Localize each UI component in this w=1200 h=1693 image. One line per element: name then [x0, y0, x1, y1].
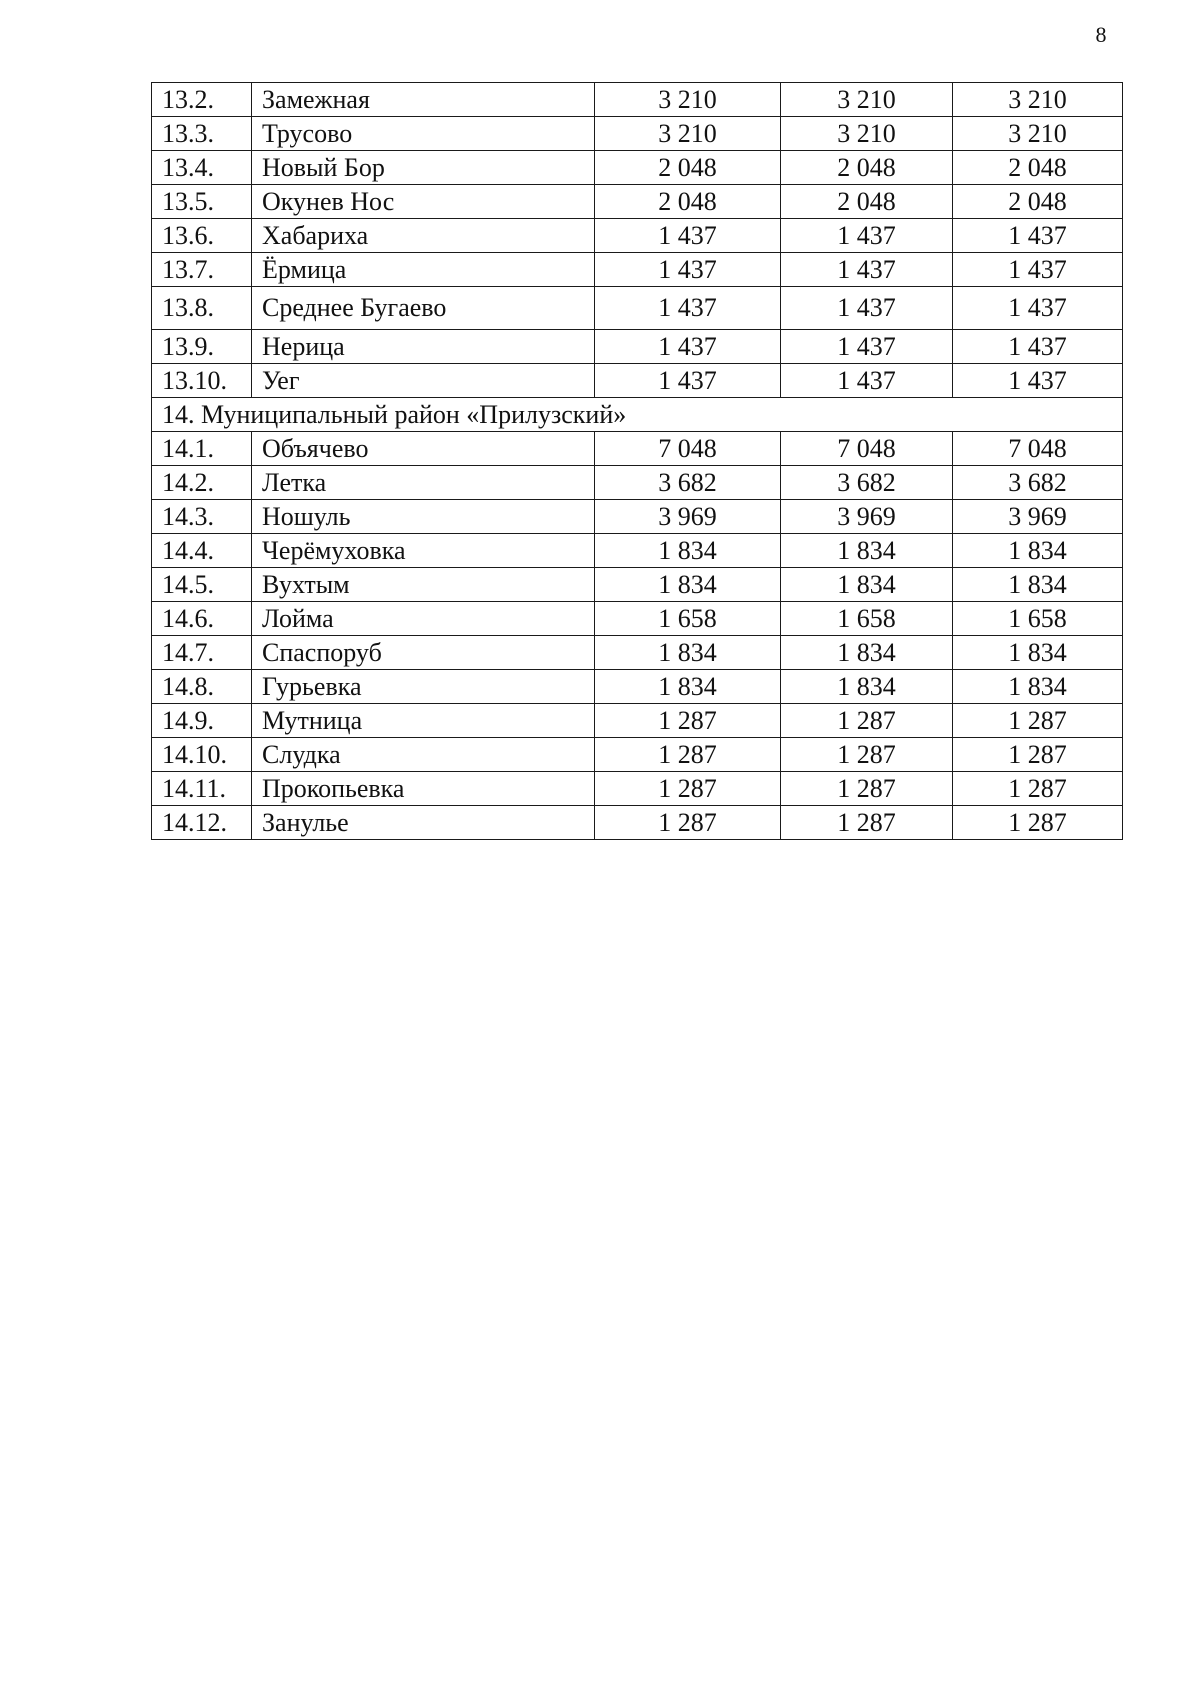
row-code-cell: 14.11.: [152, 772, 252, 806]
value-cell-2: 1 287: [781, 806, 953, 840]
value-cell-2: 1 287: [781, 704, 953, 738]
row-code-cell: 13.3.: [152, 117, 252, 151]
page-number: 8: [1095, 22, 1107, 47]
settlement-name-cell: Слудка: [252, 738, 595, 772]
value-cell-1: 1 437: [595, 253, 781, 287]
value-cell-2: 1 834: [781, 568, 953, 602]
value-cell-3: 1 287: [953, 704, 1123, 738]
settlement-name-cell: Спаспоруб: [252, 636, 595, 670]
value-cell-3: 1 834: [953, 568, 1123, 602]
value-cell-2: 3 210: [781, 83, 953, 117]
value-cell-2: 7 048: [781, 432, 953, 466]
table-row: [152, 330, 1123, 364]
value-cell-2: 1 834: [781, 636, 953, 670]
table-row: [152, 364, 1123, 398]
settlement-name-cell: Ёрмица: [252, 253, 595, 287]
table-row: [152, 806, 1123, 840]
value-cell-2: 3 969: [781, 500, 953, 534]
value-cell-1: 1 287: [595, 738, 781, 772]
settlement-name-cell: Замежная: [252, 83, 595, 117]
settlement-name-cell: Прокопьевка: [252, 772, 595, 806]
settlement-name-cell: Объячево: [252, 432, 595, 466]
value-cell-1: 7 048: [595, 432, 781, 466]
value-cell-2: 1 287: [781, 772, 953, 806]
value-cell-3: 3 210: [953, 117, 1123, 151]
value-cell-3: 3 210: [953, 83, 1123, 117]
settlement-name-cell: Новый Бор: [252, 151, 595, 185]
row-code-cell: 14.12.: [152, 806, 252, 840]
table-row: [152, 151, 1123, 185]
value-cell-2: 1 287: [781, 738, 953, 772]
table-row: [152, 704, 1123, 738]
settlement-name-cell: Мутница: [252, 704, 595, 738]
value-cell-3: 1 287: [953, 772, 1123, 806]
table-row: [152, 466, 1123, 500]
row-code-cell: 14.6.: [152, 602, 252, 636]
value-cell-1: 1 287: [595, 704, 781, 738]
value-cell-3: 1 834: [953, 670, 1123, 704]
value-cell-1: 1 437: [595, 330, 781, 364]
value-cell-3: 1 437: [953, 330, 1123, 364]
value-cell-2: 2 048: [781, 151, 953, 185]
value-cell-3: 7 048: [953, 432, 1123, 466]
value-cell-1: 1 287: [595, 772, 781, 806]
table-row: [152, 568, 1123, 602]
value-cell-2: 1 437: [781, 330, 953, 364]
settlement-name-cell: Занулье: [252, 806, 595, 840]
value-cell-3: 1 834: [953, 636, 1123, 670]
value-cell-3: 1 287: [953, 738, 1123, 772]
value-cell-3: 1 658: [953, 602, 1123, 636]
settlement-name-cell: Лойма: [252, 602, 595, 636]
table-row: [152, 670, 1123, 704]
value-cell-1: 1 287: [595, 806, 781, 840]
settlement-name-cell: Хабариха: [252, 219, 595, 253]
value-cell-1: 1 834: [595, 670, 781, 704]
value-cell-1: 3 210: [595, 83, 781, 117]
table-row: [152, 602, 1123, 636]
value-cell-3: 1 834: [953, 534, 1123, 568]
table-row: [152, 500, 1123, 534]
table-row: [152, 219, 1123, 253]
settlement-name-cell: Ношуль: [252, 500, 595, 534]
settlement-name-cell: Окунев Нос: [252, 185, 595, 219]
value-cell-2: 1 437: [781, 287, 953, 330]
value-cell-3: 2 048: [953, 185, 1123, 219]
value-cell-2: 3 682: [781, 466, 953, 500]
section-title: 14. Муниципальный район «Прилузский»: [152, 398, 1123, 432]
value-cell-2: 2 048: [781, 185, 953, 219]
value-cell-2: 1 437: [781, 253, 953, 287]
value-cell-3: 2 048: [953, 151, 1123, 185]
row-code-cell: 13.10.: [152, 364, 252, 398]
table-row: [152, 432, 1123, 466]
table-row: [152, 772, 1123, 806]
value-cell-2: 1 834: [781, 670, 953, 704]
row-code-cell: 13.7.: [152, 253, 252, 287]
row-code-cell: 14.10.: [152, 738, 252, 772]
row-code-cell: 14.5.: [152, 568, 252, 602]
value-cell-2: 3 210: [781, 117, 953, 151]
value-cell-3: 1 437: [953, 364, 1123, 398]
row-code-cell: 13.4.: [152, 151, 252, 185]
table-row: [152, 534, 1123, 568]
table-row: [152, 636, 1123, 670]
row-code-cell: 13.6.: [152, 219, 252, 253]
row-code-cell: 13.8.: [152, 287, 252, 330]
row-code-cell: 14.8.: [152, 670, 252, 704]
value-cell-3: 3 682: [953, 466, 1123, 500]
value-cell-2: 1 658: [781, 602, 953, 636]
settlement-name-cell: Гурьевка: [252, 670, 595, 704]
table-row: [152, 185, 1123, 219]
settlement-name-cell: Черёмуховка: [252, 534, 595, 568]
value-cell-2: 1 834: [781, 534, 953, 568]
value-cell-3: 1 437: [953, 287, 1123, 330]
settlement-name-cell: Нерица: [252, 330, 595, 364]
value-cell-1: 1 834: [595, 636, 781, 670]
value-cell-1: 3 969: [595, 500, 781, 534]
value-cell-2: 1 437: [781, 219, 953, 253]
row-code-cell: 13.5.: [152, 185, 252, 219]
value-cell-1: 1 437: [595, 287, 781, 330]
value-cell-3: 1 437: [953, 253, 1123, 287]
value-cell-1: 1 658: [595, 602, 781, 636]
settlement-name-cell: Среднее Бугаево: [252, 287, 595, 330]
row-code-cell: 14.7.: [152, 636, 252, 670]
value-cell-1: 1 834: [595, 568, 781, 602]
value-cell-3: 1 437: [953, 219, 1123, 253]
row-code-cell: 14.1.: [152, 432, 252, 466]
tariff-table: [151, 82, 1123, 840]
value-cell-1: 2 048: [595, 151, 781, 185]
row-code-cell: 14.3.: [152, 500, 252, 534]
row-code-cell: 13.2.: [152, 83, 252, 117]
value-cell-1: 3 210: [595, 117, 781, 151]
table-row: [152, 738, 1123, 772]
settlement-name-cell: Уег: [252, 364, 595, 398]
value-cell-3: 3 969: [953, 500, 1123, 534]
section-header-row: [152, 398, 1123, 432]
row-code-cell: 13.9.: [152, 330, 252, 364]
row-code-cell: 14.2.: [152, 466, 252, 500]
table-row: [152, 253, 1123, 287]
value-cell-1: 1 834: [595, 534, 781, 568]
settlement-name-cell: Трусово: [252, 117, 595, 151]
row-code-cell: 14.4.: [152, 534, 252, 568]
value-cell-2: 1 437: [781, 364, 953, 398]
table-body: [152, 83, 1123, 840]
value-cell-1: 3 682: [595, 466, 781, 500]
value-cell-3: 1 287: [953, 806, 1123, 840]
value-cell-1: 1 437: [595, 219, 781, 253]
table-row: [152, 287, 1123, 330]
table-row: [152, 117, 1123, 151]
settlement-name-cell: Вухтым: [252, 568, 595, 602]
value-cell-1: 2 048: [595, 185, 781, 219]
value-cell-1: 1 437: [595, 364, 781, 398]
row-code-cell: 14.9.: [152, 704, 252, 738]
settlement-name-cell: Летка: [252, 466, 595, 500]
table-row: [152, 83, 1123, 117]
